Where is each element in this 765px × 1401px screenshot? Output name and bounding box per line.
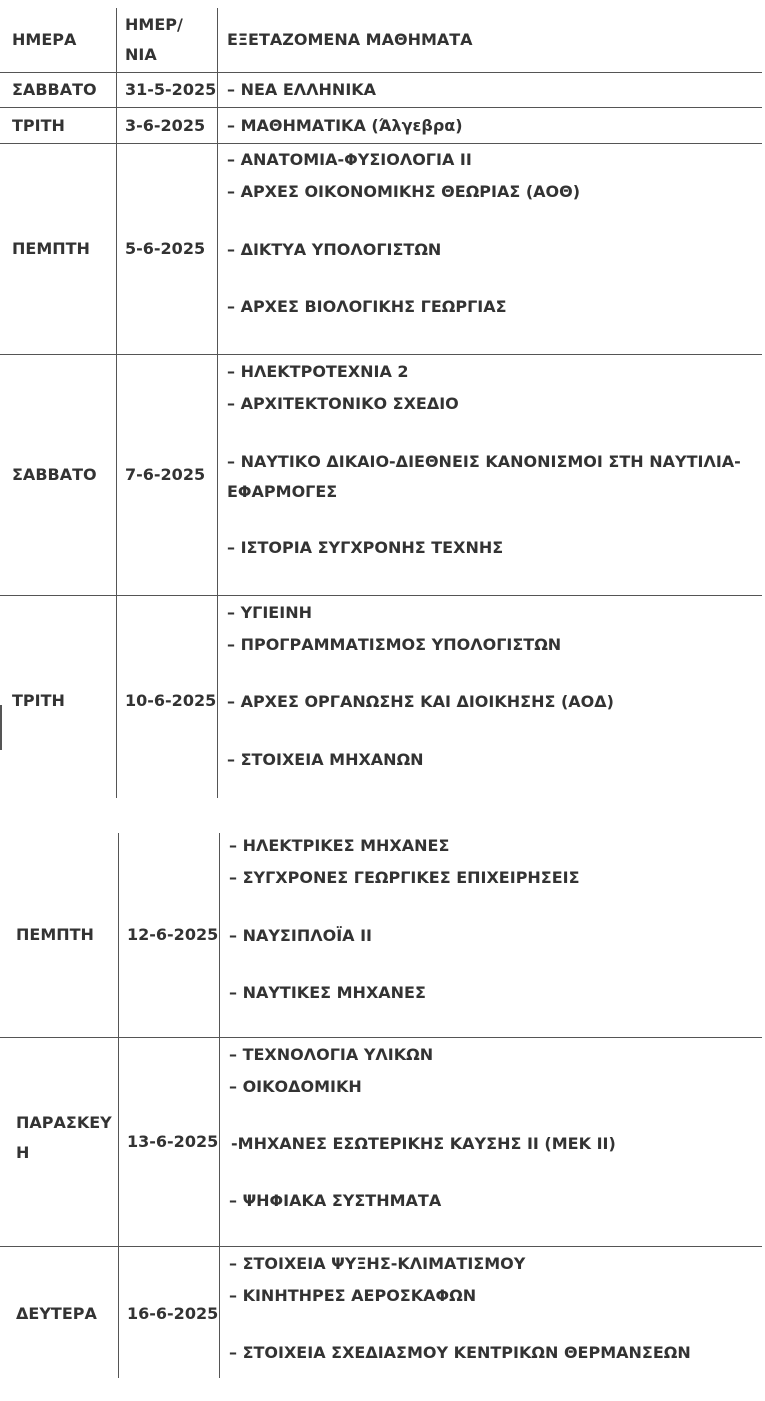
- header-day: ΗΜΕΡΑ: [12, 30, 77, 49]
- subject-item: – ΗΛΕΚΤΡΙΚΕΣ ΜΗΧΑΝΕΣ: [229, 836, 450, 855]
- table-row: [0, 72, 762, 107]
- row-date: 13-6-2025: [127, 1132, 219, 1151]
- subject-item: – ΝΑΥΣΙΠΛΟΪΑ ΙΙ: [229, 926, 372, 945]
- subject-item: – ΑΝΑΤΟΜΙΑ-ΦΥΣΙΟΛΟΓΙΑ ΙΙ: [227, 150, 472, 169]
- table-row: [0, 143, 762, 354]
- subject-item: -ΜΗΧΑΝΕΣ ΕΣΩΤΕΡΙΚΗΣ ΚΑΥΣΗΣ ΙΙ (ΜΕΚ ΙΙ): [231, 1134, 616, 1153]
- exam-schedule-table: [0, 8, 762, 801]
- subject-item: – ΝΑΥΤΙΚΟ ΔΙΚΑΙΟ-ΔΙΕΘΝΕΙΣ ΚΑΝΟΝΙΣΜΟΙ ΣΤΗ ΝΑΥΤΙΛΙΑ-ΕΦΑΡΜΟΓΕΣ: [227, 452, 741, 501]
- table-header: [0, 8, 762, 72]
- edge-mark: [0, 705, 2, 750]
- row-day: ΤΡΙΤΗ: [12, 115, 65, 135]
- subject-item: – ΥΓΙΕΙΝΗ: [227, 603, 312, 622]
- subject-item: – ΟΙΚΟΔΟΜΙΚΗ: [229, 1077, 362, 1096]
- subject-item: – ΣΤΟΙΧΕΙΑ ΜΗΧΑΝΩΝ: [227, 750, 424, 769]
- row-day: ΠΕΜΠΤΗ: [12, 239, 90, 258]
- subject-item: – ΝΕΑ ΕΛΛΗΝΙΚΑ: [227, 80, 377, 99]
- row-day: [16, 1108, 112, 1168]
- table-row: [0, 595, 762, 801]
- subject-item: – ΣΤΟΙΧΕΙΑ ΨΥΞΗΣ-ΚΛΙΜΑΤΙΣΜΟΥ: [229, 1254, 526, 1273]
- subject-item: – ΠΡΟΓΡΑΜΜΑΤΙΣΜΟΣ ΥΠΟΛΟΓΙΣΤΩΝ: [227, 635, 562, 654]
- subject-item: – ΙΣΤΟΡΙΑ ΣΥΓΧΡΟΝΗΣ ΤΕΧΝΗΣ: [227, 538, 504, 557]
- exam-schedule-table-continued: [0, 833, 762, 1380]
- table-row: [0, 1246, 762, 1380]
- row-day-line1: ΠΑΡΑΣΚΕΥ: [16, 1113, 112, 1132]
- subject-item: – ΗΛΕΚΤΡΟΤΕΧΝΙΑ 2: [227, 362, 409, 381]
- header-date-line1: ΗΜΕΡ/: [125, 15, 183, 34]
- row-day: ΠΕΜΠΤΗ: [16, 925, 94, 944]
- table-row: [0, 354, 762, 595]
- table-row: [0, 1037, 762, 1246]
- subject-item: – ΨΗΦΙΑΚΑ ΣΥΣΤΗΜΑΤΑ: [229, 1191, 442, 1210]
- row-date: 3-6-2025: [125, 115, 206, 135]
- subject-item: – ΝΑΥΤΙΚΕΣ ΜΗΧΑΝΕΣ: [229, 983, 426, 1002]
- table-row: [0, 833, 762, 1037]
- row-date: 12-6-2025: [127, 925, 219, 944]
- row-day-line2: Η: [16, 1143, 30, 1162]
- row-date: 10-6-2025: [125, 691, 217, 710]
- subject-item: – ΑΡΧΕΣ ΟΙΚΟΝΟΜΙΚΗΣ ΘΕΩΡΙΑΣ (ΑΟΘ): [227, 182, 581, 201]
- subject-item: – ΣΥΓΧΡΟΝΕΣ ΓΕΩΡΓΙΚΕΣ ΕΠΙΧΕΙΡΗΣΕΙΣ: [229, 868, 580, 887]
- subject-item: – ΑΡΧΕΣ ΟΡΓΑΝΩΣΗΣ ΚΑΙ ΔΙΟΙΚΗΣΗΣ (ΑΟΔ): [227, 692, 614, 711]
- row-day: ΔΕΥΤΕΡΑ: [16, 1303, 97, 1323]
- row-date: 7-6-2025: [125, 465, 206, 484]
- subject-item: – ΑΡΧΙΤΕΚΤΟΝΙΚΟ ΣΧΕΔΙΟ: [227, 394, 459, 413]
- subject-item: – ΜΑΘΗΜΑΤΙΚΑ (Άλγεβρα): [227, 115, 463, 135]
- subject-item: – ΤΕΧΝΟΛΟΓΙΑ ΥΛΙΚΩΝ: [229, 1045, 434, 1064]
- table-row: [0, 107, 762, 143]
- row-day: ΣΑΒΒΑΤΟ: [12, 465, 97, 484]
- row-date: 31-5-2025: [125, 80, 217, 99]
- header-subjects: ΕΞΕΤΑΖΟΜΕΝΑ ΜΑΘΗΜΑΤΑ: [227, 30, 473, 49]
- row-day: ΣΑΒΒΑΤΟ: [12, 80, 97, 99]
- header-date: [125, 10, 183, 70]
- row-day: ΤΡΙΤΗ: [12, 691, 65, 710]
- subject-item: – ΔΙΚΤΥΑ ΥΠΟΛΟΓΙΣΤΩΝ: [227, 240, 442, 259]
- subject-item: – ΚΙΝΗΤΗΡΕΣ ΑΕΡΟΣΚΑΦΩΝ: [229, 1286, 477, 1305]
- row-date: 5-6-2025: [125, 239, 206, 258]
- subject-item: – ΣΤΟΙΧΕΙΑ ΣΧΕΔΙΑΣΜΟΥ ΚΕΝΤΡΙΚΩΝ ΘΕΡΜΑΝΣΕΩΝ: [229, 1343, 691, 1362]
- subject-item: – ΑΡΧΕΣ ΒΙΟΛΟΓΙΚΗΣ ΓΕΩΡΓΙΑΣ: [227, 297, 507, 316]
- row-date: 16-6-2025: [127, 1303, 219, 1323]
- header-date-line2: ΝΙΑ: [125, 45, 157, 64]
